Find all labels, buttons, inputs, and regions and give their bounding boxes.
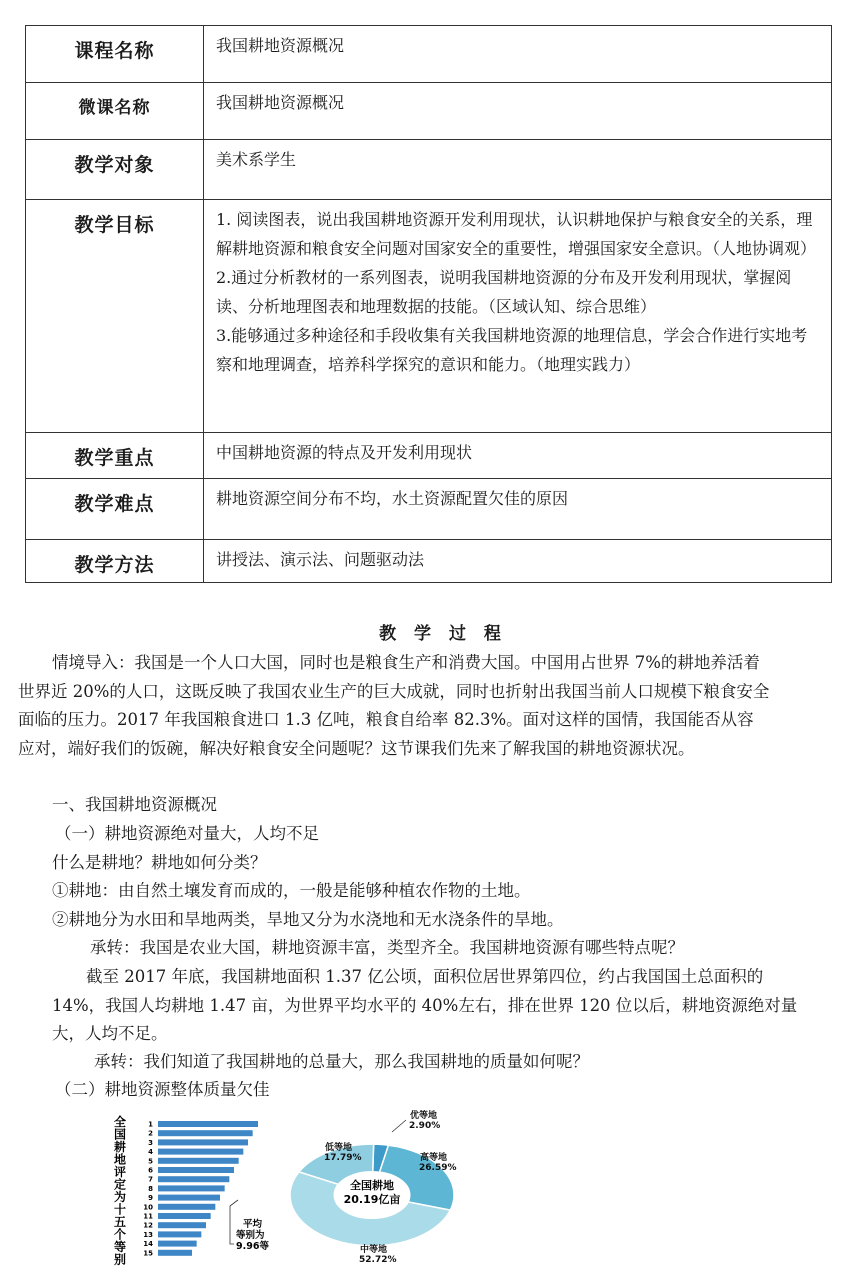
bar-tick-label: 15 <box>143 1249 153 1258</box>
row-value-goals <box>204 200 832 433</box>
bar <box>158 1195 220 1201</box>
pie-slice-value: 52.72% <box>359 1255 397 1265</box>
bar <box>158 1185 225 1191</box>
teaching-process <box>0 620 856 1099</box>
bar-tick-label: 6 <box>148 1166 153 1175</box>
table-row <box>26 479 832 540</box>
bar-tick-label: 1 <box>148 1120 153 1129</box>
bar-tick-label: 4 <box>148 1148 153 1157</box>
bar-title-char: 为 <box>113 1190 127 1204</box>
bar <box>158 1241 197 1247</box>
pie-slice-name: 优等地 <box>410 1111 438 1121</box>
bar-tick-label: 7 <box>148 1175 153 1184</box>
bar-tick-label: 5 <box>148 1157 153 1166</box>
quality-figure <box>110 1110 490 1270</box>
bar-title-char: 定 <box>113 1177 127 1192</box>
row-label-microcourse: 微课名称 <box>26 83 204 140</box>
bar-chart-title <box>114 1114 126 1267</box>
intro-paragraph: 情境导入：我国是一个人口大国，同时也是粮食生产和消费大国。中国用占世界 7%的耕地养活着世界近 20%的人口，这既反映了我国农业生产的巨大成就，同时也折射出我国当前人口规模下粮食安全面临的压力。2017 年我国粮食进口 1.3 亿吨，粮食自给率 82.3%。面对这样的国情，我国能否从容应对，端好我们的饭碗，解决好粮食安全问题呢？这节课我们先来了解我国的耕地资源状况。 <box>18 653 770 758</box>
pie-slice-name: 中等地 <box>360 1245 388 1255</box>
farmland-quality-chart <box>110 1110 490 1270</box>
bar-title-char: 十 <box>113 1202 127 1217</box>
bar <box>158 1121 258 1127</box>
pie-slice-value: 26.59% <box>419 1163 457 1173</box>
fact-paragraph: 截至 2017 年底，我国耕地面积 1.37 亿公顷，面积位居世界第四位，约占我国国土总面积的 14%，我国人均耕地 1.47 亩，为世界平均水平的 40%左右，排在世界 120 位以后，耕地资源绝对量大，人均不足。 <box>52 967 798 1043</box>
bar-tick-label: 9 <box>148 1194 153 1203</box>
pie-slice-value: 17.79% <box>324 1153 362 1163</box>
subheading-2: （二）耕地资源整体质量欠佳 <box>55 1080 270 1099</box>
list-item: ①耕地：由自然土壤发育而成的，一般是能够种植农作物的土地。 <box>52 881 531 900</box>
bar-tick-label: 11 <box>143 1212 153 1221</box>
pie-slice-value: 2.90% <box>409 1121 441 1131</box>
lesson-info-table <box>25 25 832 583</box>
row-value-method: 讲授法、演示法、问题驱动法 <box>204 540 832 583</box>
bar <box>158 1167 234 1173</box>
bar <box>158 1176 229 1182</box>
goal-item: 1. 阅读图表，说出我国耕地资源开发利用现状，认识耕地保护与粮食安全的关系，理解耕地资源和粮食安全问题对国家安全的重要性，增强国家安全意识。（人地协调观） <box>216 210 817 258</box>
pie-center-value: 20.19亿亩 <box>343 1193 401 1206</box>
section-title: 教 学 过 程 <box>379 624 507 644</box>
bar-title-char: 等 <box>113 1240 127 1254</box>
bar <box>158 1158 239 1164</box>
bar <box>158 1222 206 1228</box>
bar-title-char: 五 <box>113 1215 127 1229</box>
bar <box>158 1139 248 1145</box>
bar <box>158 1149 243 1155</box>
transition-text: 承转：我们知道了我国耕地的总量大，那么我国耕地的质量如何呢？ <box>94 1052 589 1071</box>
row-label-difficulty: 教学难点 <box>26 479 204 540</box>
bar <box>158 1204 215 1210</box>
table-row <box>26 200 832 433</box>
goal-item: 2.通过分析教材的一系列图表，说明我国耕地资源的分布及开发利用现状，掌握阅读、分析地理图表和地理数据的技能。（区域认知、综合思维） <box>216 268 792 316</box>
row-label-audience: 教学对象 <box>26 140 204 200</box>
pie-leader-line <box>392 1120 406 1132</box>
bar-tick-label: 10 <box>143 1203 153 1212</box>
row-value-microcourse: 我国耕地资源概况 <box>204 83 832 140</box>
heading-section-1: 一、我国耕地资源概况 <box>52 795 217 814</box>
row-label-goals: 教学目标 <box>26 200 204 433</box>
bar-tick-label: 13 <box>143 1230 153 1239</box>
bar-title-char: 别 <box>113 1252 127 1267</box>
row-label-method: 教学方法 <box>26 540 204 583</box>
table-row <box>26 26 832 83</box>
bar-title-char: 评 <box>113 1165 127 1179</box>
bar <box>158 1250 192 1256</box>
bar-tick-label: 12 <box>143 1221 153 1230</box>
row-value-audience: 美术系学生 <box>204 140 832 200</box>
subheading-1: （一）耕地资源绝对量大，人均不足 <box>55 824 319 843</box>
table-row <box>26 83 832 140</box>
avg-label-line: 平均 <box>243 1219 263 1230</box>
goal-item: 3.能够通过多种途径和手段收集有关我国耕地资源的地理信息，学会合作进行实地考察和地理调查，培养科学探究的意识和能力。（地理实践力） <box>216 326 808 374</box>
table-row <box>26 140 832 200</box>
bar <box>158 1213 211 1219</box>
list-item: ②耕地分为水田和旱地两类，旱地又分为水浇地和无水浇条件的旱地。 <box>52 910 564 929</box>
table-row <box>26 433 832 479</box>
row-value-course: 我国耕地资源概况 <box>204 26 832 83</box>
bar <box>158 1130 253 1136</box>
bar-tick-label: 3 <box>148 1138 153 1147</box>
bar-title-char: 全 <box>113 1115 127 1129</box>
bar-title-char: 地 <box>113 1152 127 1167</box>
bar-tick-label: 14 <box>143 1240 153 1249</box>
bar-title-char: 个 <box>113 1227 127 1242</box>
avg-label-line: 9.96等 <box>236 1241 269 1252</box>
bar-title-char: 国 <box>113 1127 127 1142</box>
pie-slice-name: 低等地 <box>325 1143 353 1153</box>
bar-title-char: 耕 <box>113 1140 127 1154</box>
pie-slice-name: 高等地 <box>420 1153 448 1163</box>
bar-tick-label: 8 <box>148 1184 153 1193</box>
bar <box>158 1231 201 1237</box>
table-row <box>26 540 832 583</box>
row-value-difficulty: 耕地资源空间分布不均，水土资源配置欠佳的原因 <box>204 479 832 540</box>
bar-tick-label: 2 <box>148 1129 153 1138</box>
avg-label-line: 等别为 <box>236 1230 265 1241</box>
transition-text: 承转：我国是农业大国，耕地资源丰富，类型齐全。我国耕地资源有哪些特点呢？ <box>90 938 684 957</box>
row-label-course: 课程名称 <box>26 26 204 83</box>
question-text: 什么是耕地？耕地如何分类？ <box>52 853 267 872</box>
row-label-keypoint: 教学重点 <box>26 433 204 479</box>
pie-center-label: 全国耕地 <box>350 1179 394 1192</box>
row-value-keypoint: 中国耕地资源的特点及开发利用现状 <box>204 433 832 479</box>
